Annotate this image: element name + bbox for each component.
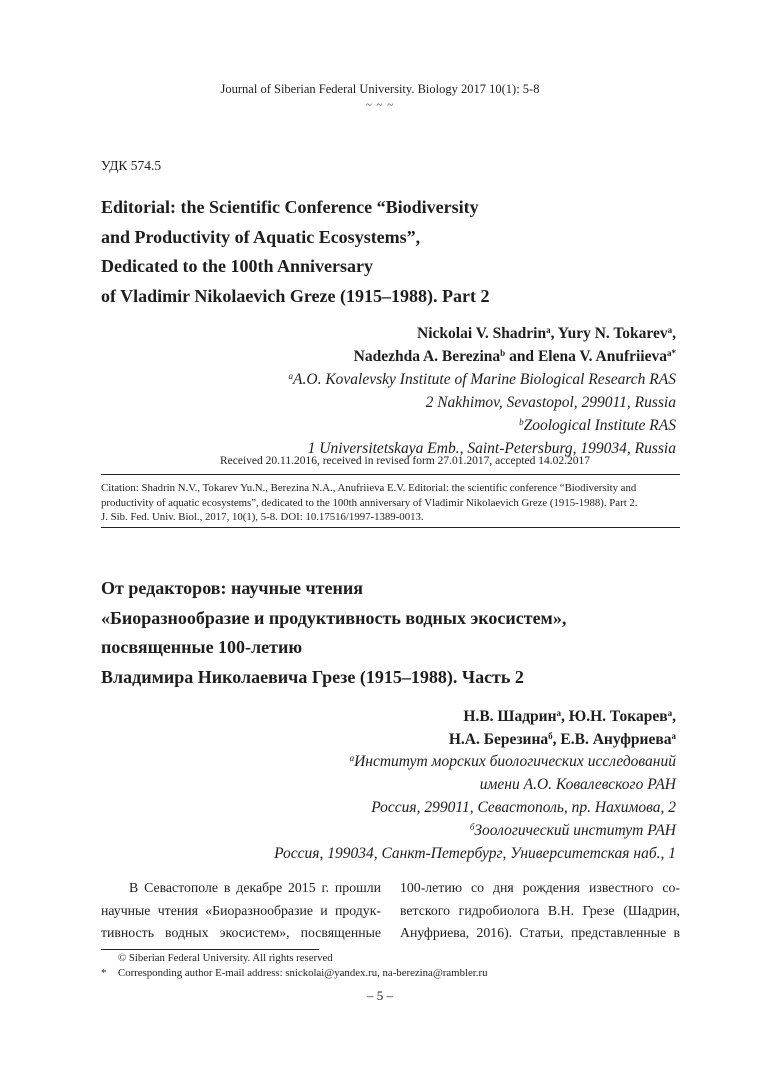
header-ornament: ~ ~ ~ [365, 99, 395, 111]
author-affil-mark: a* [667, 348, 676, 358]
affiliation-line [274, 819, 676, 842]
authors-en-line [354, 322, 676, 345]
affil-mark: b [519, 417, 524, 427]
affiliation-line: имени А.О. Ковалевского РАН [479, 776, 676, 793]
authors-en [354, 322, 676, 368]
affiliation-line [289, 414, 676, 437]
affiliations-ru [274, 750, 676, 865]
affil-mark: б [469, 822, 475, 832]
affiliation-line [289, 368, 676, 391]
author-separator: , [672, 325, 676, 342]
author-affil-mark: a [667, 325, 673, 335]
affil-mark: а [349, 753, 355, 763]
footnote-corresponding: Corresponding author E-mail address: snickolai@yandex.ru, na-berezina@rambler.ru [118, 967, 488, 979]
authors-ru-line [449, 705, 676, 728]
author-name: Nadezhda A. Berezina [353, 348, 501, 365]
affiliation-text: Зоологический институт РАН [474, 822, 676, 839]
author-separator: , [672, 708, 676, 725]
body-line: Ануфриева, 2016). Статьи, представленные в [400, 925, 680, 940]
title-ru-line: От редакторов: научные чтения [101, 578, 363, 598]
citation-line: Citation: Shadrin N.V., Tokarev Yu.N., Berezina N.A., Anufriieva E.V. Editorial: the scientific conference “Biodiversity and [101, 482, 637, 494]
affiliation-line: 1 Universitetskaya Emb., Saint-Petersburg, 199034, Russia [307, 440, 676, 457]
affiliation-line [274, 750, 676, 773]
title-en-line: Editorial: the Scientific Conference “Biodiversity [101, 197, 479, 217]
authors-ru [449, 705, 676, 751]
authors-en-line [354, 345, 676, 368]
page-number: – 5 – [367, 988, 393, 1003]
received-dates: Received 20.11.2016, received in revised form 27.01.2017, accepted 14.02.2017 [219, 455, 591, 467]
article-title-ru [101, 574, 721, 692]
footnote-star: * [101, 967, 107, 979]
author-name: Yury N. Tokarev [557, 325, 668, 342]
body-line: В Севастополе в декабре 2015 г. прошли [129, 880, 381, 895]
udk-code: УДК 574.5 [101, 158, 162, 173]
divider [101, 474, 680, 475]
body-column-right [400, 877, 680, 945]
citation-line: J. Sib. Fed. Univ. Biol., 2017, 10(1), 5-8. DOI: 10.17516/1997-1389-0013. [101, 511, 424, 523]
journal-header: Journal of Siberian Federal University. Biology 2017 10(1): 5-8 [220, 82, 540, 96]
title-ru-line: посвященные 100-летию [101, 637, 303, 657]
footnote-copyright: © Siberian Federal University. All rights reserved [118, 952, 333, 964]
author-name: Н.В. Шадрин [463, 708, 557, 725]
affiliation-line: Россия, 299011, Севастополь, пр. Нахимова, 2 [371, 799, 676, 816]
author-affil-mark: а [556, 708, 562, 718]
affiliation-text: Zoological Institute RAS [523, 417, 676, 434]
title-en-line: and Productivity of Aquatic Ecosystems”, [101, 226, 421, 247]
author-affil-mark: а [667, 708, 673, 718]
author-name: Elena V. Anufriieva [537, 348, 667, 365]
title-en-line: Dedicated to the 100th Anniversary [101, 256, 373, 276]
affiliation-text: Институт морских биологических исследований [354, 753, 676, 770]
author-affil-mark: б [548, 731, 553, 741]
divider [101, 527, 680, 528]
affiliation-line: Россия, 199034, Санкт-Петербург, Университетская наб., 1 [274, 845, 676, 862]
author-separator: and [505, 348, 538, 365]
article-title-en [101, 193, 701, 311]
author-affil-mark: a [546, 325, 551, 335]
footnote-divider [101, 949, 319, 950]
author-separator: , [561, 708, 569, 725]
author-separator: , [552, 731, 561, 748]
author-name: Е.В. Ануфриева [560, 731, 672, 748]
author-affil-mark: а [671, 731, 676, 741]
title-ru-line: Владимира Николаевича Грезе (1915–1988). Часть 2 [101, 666, 524, 687]
affiliation-text: A.O. Kovalevsky Institute of Marine Biological Research RAS [293, 371, 676, 388]
citation-line: productivity of aquatic ecosystems”, dedicated to the 100th anniversary of Vladimir Nikolaevich Greze (1915-1988). Part 2. [101, 496, 638, 509]
body-line: 100-летию со дня рождения известного со- [400, 880, 680, 895]
citation-block [101, 481, 681, 525]
title-en-line: of Vladimir Nikolaevich Greze (1915–1988). Part 2 [101, 285, 490, 306]
author-name: Nickolai V. Shadrin [417, 325, 547, 342]
affiliations-en [289, 368, 676, 460]
affil-mark: a [288, 371, 294, 381]
authors-ru-line [449, 728, 676, 751]
body-column-left [101, 877, 381, 945]
author-name: Ю.Н. Токарев [568, 708, 668, 725]
title-ru-line: «Биоразнообразие и продуктивность водных экосистем», [101, 607, 567, 628]
affiliation-line: 2 Nakhimov, Sevastopol, 299011, Russia [425, 394, 676, 411]
body-line: ветского гидробиолога В.Н. Грезе (Шадрин, [400, 902, 680, 918]
body-line: научные чтения «Биоразнообразие и продук- [101, 902, 381, 918]
author-affil-mark: b [500, 348, 506, 358]
author-name: Н.А. Березина [448, 731, 549, 748]
author-separator: , [550, 325, 558, 342]
body-line: тивность водных экосистем», посвященные [101, 925, 381, 940]
